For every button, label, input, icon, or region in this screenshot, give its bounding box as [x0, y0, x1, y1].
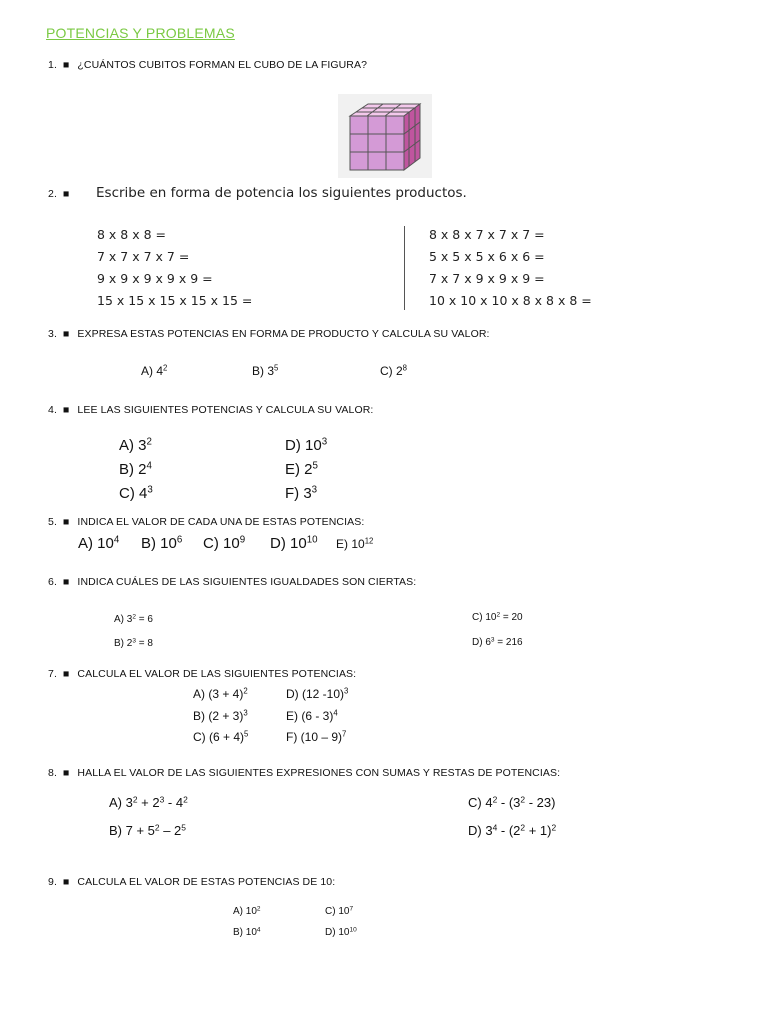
column-divider: [404, 226, 405, 310]
product-item: 7 x 7 x 7 x 7 =: [97, 249, 190, 264]
equality-item: D) $6^3 = 216$: [472, 636, 523, 648]
power-item: E) (6 - 3)$^4$: [286, 708, 338, 723]
question-text: INDICA EL VALOR DE CADA UNA DE ESTAS POTENCIAS:: [77, 516, 365, 528]
power-item: A) $(3 + 4)^2$: [193, 686, 248, 701]
question-number: 4.: [48, 404, 57, 416]
question-text: EXPRESA ESTAS POTENCIAS EN FORMA DE PRODUCTO Y CALCULA SU VALOR:: [77, 328, 490, 340]
rubik-cube-icon: [338, 94, 432, 178]
product-item: 8 x 8 x 8 =: [97, 227, 166, 242]
cube-figure: [338, 94, 432, 178]
expression-item: A) $3^2 + 2^3 - 4^2$: [109, 794, 188, 810]
power-item: B) $(2 + 3)^3$: [193, 708, 248, 723]
question-number: 5.: [48, 516, 57, 528]
equality-item: B) $2^3 = 8$: [114, 637, 153, 649]
bullet-icon: ■: [62, 767, 70, 779]
bullet-icon: ■: [62, 668, 70, 680]
product-item: 10 x 10 x 10 x 8 x 8 x 8 =: [429, 293, 592, 308]
power-item: A) $3^2$: [119, 436, 152, 454]
equality-item: A) $3^2 = 6$: [114, 613, 153, 625]
power-item: E) $10^{12}$: [336, 536, 374, 551]
bullet-icon: ■: [62, 516, 70, 528]
bullet-icon: ■: [62, 59, 70, 71]
power-item: C) $(6 + 4)^5$: [193, 729, 249, 744]
bullet-icon: ■: [62, 328, 70, 340]
product-item: 5 x 5 x 5 x 6 x 6 =: [429, 249, 545, 264]
question-text: HALLA EL VALOR DE LAS SIGUIENTES EXPRESIONES CON SUMAS Y RESTAS DE POTENCIAS:: [77, 767, 561, 779]
power-item: D) $10^3$: [285, 436, 328, 454]
expression-item: B) $7 + 5^2 - 2^5$: [109, 822, 186, 838]
product-item: 15 x 15 x 15 x 15 x 15 =: [97, 293, 253, 308]
bullet-icon: ■: [62, 188, 70, 200]
power-item: E) $2^5$: [285, 460, 318, 478]
expression-item: C) $4^2 - (3^2 - 23)$: [468, 794, 556, 810]
power-item: C) $4^3$: [119, 484, 153, 502]
power-item: D) $10^{10}$: [325, 926, 357, 938]
page-title: POTENCIAS Y PROBLEMAS: [46, 25, 235, 41]
question-text: LEE LAS SIGUIENTES POTENCIAS Y CALCULA SU VALOR:: [77, 404, 374, 416]
question-number: 9.: [48, 876, 57, 888]
question-text: CALCULA EL VALOR DE ESTAS POTENCIAS DE 10:: [77, 876, 336, 888]
power-item: C) $2^8$: [380, 363, 408, 378]
bullet-icon: ■: [62, 404, 70, 416]
power-item: D) (12 -10)$^3$: [286, 686, 349, 701]
question-7: [48, 668, 356, 680]
power-item: F) (10 – 9)$^7$: [286, 729, 347, 744]
bullet-icon: ■: [62, 576, 70, 588]
question-number: 3.: [48, 328, 57, 340]
power-item: B) $10^4$: [233, 926, 261, 938]
question-9: [48, 876, 335, 888]
question-2: [48, 188, 77, 200]
question-text: CALCULA EL VALOR DE LAS SIGUIENTES POTENCIAS:: [77, 668, 357, 680]
expression-item: D) $3^4 - (2^2 + 1)^2$: [468, 822, 557, 838]
question-number: 8.: [48, 767, 57, 779]
question-number: 2.: [48, 188, 57, 200]
product-item: 9 x 9 x 9 x 9 x 9 =: [97, 271, 213, 286]
product-item: 8 x 8 x 7 x 7 x 7 =: [429, 227, 545, 242]
question-text: ¿CUÁNTOS CUBITOS FORMAN EL CUBO DE LA FIGURA?: [77, 59, 368, 71]
question-text: Escribe en forma de potencia los siguientes productos.: [96, 185, 467, 201]
question-number: 7.: [48, 668, 57, 680]
bullet-icon: ■: [62, 876, 70, 888]
question-4: [48, 404, 373, 416]
equality-item: C) $10^2 = 20$: [472, 611, 523, 623]
power-item: B) $2^4$: [119, 460, 152, 478]
question-1: [48, 59, 367, 71]
power-item: D) $10^{10}$: [270, 534, 318, 552]
power-item: B) $10^6$: [141, 534, 183, 552]
question-number: 1.: [48, 59, 57, 71]
power-item: C) $10^7$: [325, 905, 354, 917]
power-item: F) $3^3$: [285, 484, 318, 502]
question-6: [48, 576, 416, 588]
question-3: [48, 328, 490, 340]
power-item: C) $10^9$: [203, 534, 246, 552]
question-8: [48, 767, 560, 779]
product-item: 7 x 7 x 9 x 9 x 9 =: [429, 271, 545, 286]
power-item: A) $10^2$: [233, 905, 261, 917]
power-item: B) $3^5$: [252, 363, 279, 378]
question-5: [48, 516, 364, 528]
question-text: INDICA CUÁLES DE LAS SIGUIENTES IGUALDADES SON CIERTAS:: [77, 576, 417, 588]
question-number: 6.: [48, 576, 57, 588]
power-item: A) $4^2$: [141, 363, 168, 378]
power-item: A) $10^4$: [78, 534, 120, 552]
